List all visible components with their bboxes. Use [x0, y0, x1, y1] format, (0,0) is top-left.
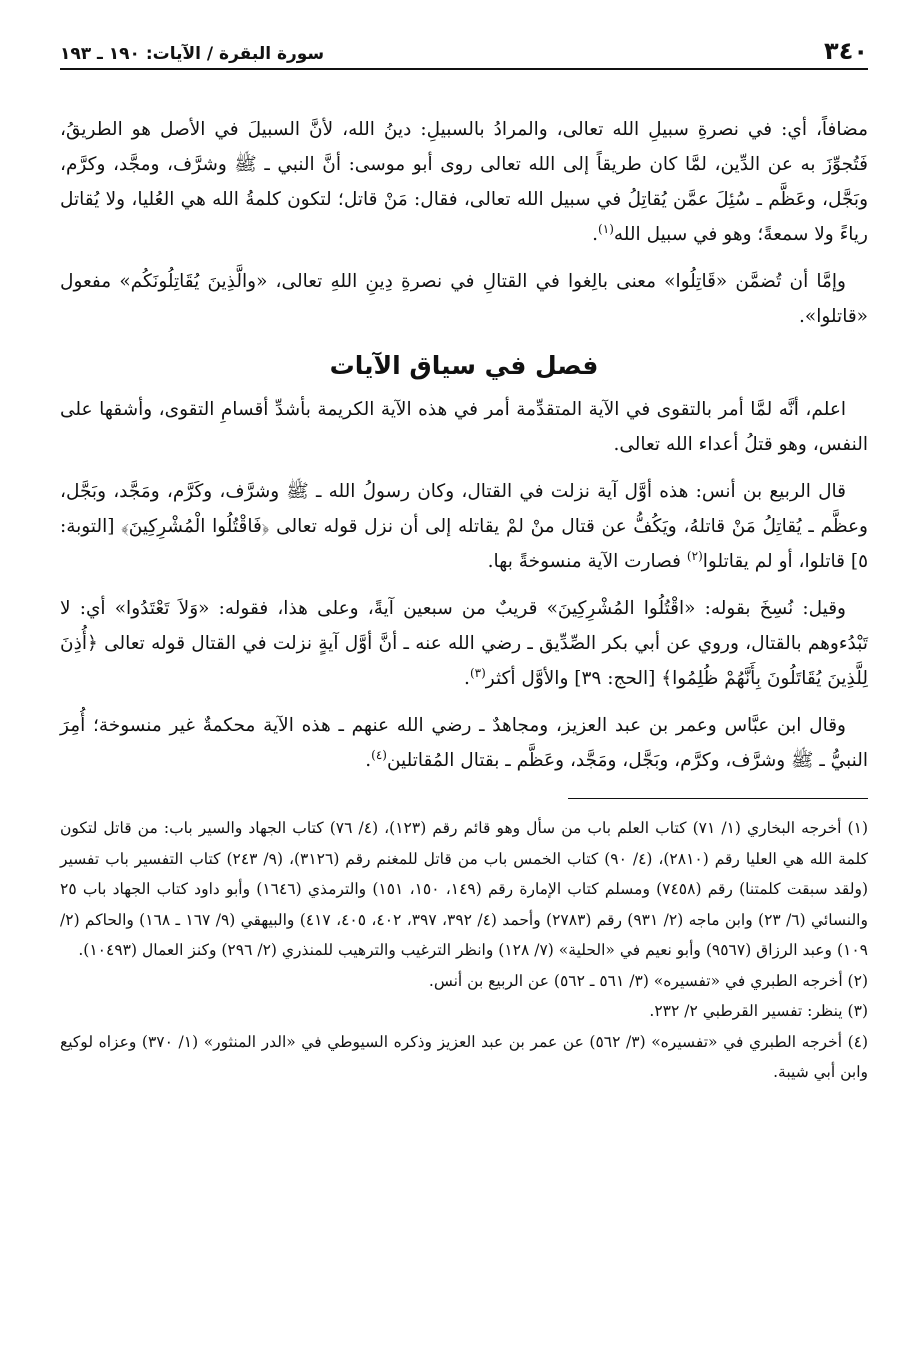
- footnote-ref-4: (٤): [371, 747, 387, 762]
- footnote-1: (١) أخرجه البخاري (١/ ٧١) كتاب العلم باب من سأل وهو قائم رقم (١٢٣)، (٤/ ٧٦) كتاب الجهاد والسير باب: من قاتل لتكون كلمة الله هي العليا رقم (٢٨١٠)، (٤/ ٩٠) كتاب الخمس باب من قاتل للمغنم رقم (٣١٢٦)، (٩/ ٢٤٣) كتاب التفسير باب تفسير (ولقد سبقت كلمتنا) رقم (٧٤٥٨) ومسلم كتاب الإمارة رقم (١٤٩، ١٥٠، ١٥١) والترمذي (١٦٤٦) وأبو داود كتاب الجهاد باب ٢٥ والنسائي (٦/ ٢٣) وابن ماجه (٢/ ٩٣١) رقم (٢٧٨٣) وأحمد (٤/ ٣٩٢، ٣٩٧، ٤٠٢، ٤٠٥، ٤١٧) والبيهقي (٩/ ١٦٧ ـ ١٦٨) والحاكم (٢/ ١٠٩) وعبد الرزاق (٩٥٦٧) وأبو نعيم في «الحلية» (٧/ ١٢٨) وانظر الترغيب والترهيب للمنذري (٢/ ٢٩٦) وكنز العمال (١٠٤٩٣).: [60, 819, 868, 959]
- paragraph-5: [60, 591, 868, 696]
- paragraph-6-end: .: [365, 750, 372, 771]
- paragraph-2: وإمَّا أن تُضمَّن «قَاتِلُوا» معنى بالِغوا في القتالِ في نصرةِ دِينِ اللهِ تعالى، «والَّذِينَ يُقَاتِلُونَكُم» مفعول «قاتلوا».: [60, 271, 868, 327]
- paragraph-1-text: مضافاً، أي: في نصرةِ سبيلِ الله تعالى، والمرادُ بالسبيلِ: دينُ الله، لأنَّ السبيلَ في الأصل هو الطريقُ، فَتُجوِّزَ به عن الدِّين، لمَّا كان طريقاً إلى الله تعالى روى أبو موسى: أنَّ النبي ـ ﷺ وشرَّف، ومجَّد، وكرَّم، وبَجَّل، وعَظَّم ـ سُئِلَ عمَّن يُقاتِلُ في سبيل الله تعالى، فقال: مَنْ قاتل؛ لتكون كلمةُ الله هي العُليا، ولا يُقاتل رياءً ولا سمعةً؛ وهو في سبيل الله: [60, 119, 868, 245]
- paragraph-4: [60, 474, 868, 579]
- paragraph-1-end: .: [592, 224, 599, 245]
- page-number: ٣٤٠: [824, 37, 868, 65]
- paragraph-4-text: قال الربيع بن أنس: هذه أوَّل آية نزلت في القتال، وكان رسولُ الله ـ ﷺ وشرَّف، وكَرَّم، ومَجَّد، وبَجَّل، وعظَّم ـ يُقاتِلُ مَنْ قاتلهُ، ويَكُفُّ عن قتال منْ لمْ يقاتله إلى أن نزل قوله تعالى ﴿فَاقْتُلُوا الْمُشْرِكِينَ﴾ [التوبة: ٥] قاتلوا، أو لم يقاتلوا: [60, 481, 868, 572]
- page-header: [60, 30, 868, 70]
- paragraph-1: [60, 112, 868, 252]
- paragraph-5-text: وقيل: نُسِخَ بقوله: «اقْتُلُوا المُشْرِكِينَ» قريبٌ من سبعين آيةً، وعلى هذا، فقوله: «وَلاَ تَعْتَدُوا» أي: لا تَبْدُءوهم بالقتال، وروي عن أبي بكر الصِّدِّيق ـ رضي الله عنه ـ أنَّ أوَّل آيةٍ نزلت في القتال قوله تعالى ﴿أُذِنَ لِلَّذِينَ يُقَاتَلُونَ بِأَنَّهُمْ ظُلِمُوا﴾ [الحج: ٣٩] والأوَّل أكثر: [60, 598, 868, 689]
- footnote-2: (٢) أخرجه الطبري في «تفسيره» (٣/ ٥٦١ ـ ٥٦٢) عن الربيع بن أنس.: [428, 971, 868, 990]
- footnote-3: (٣) ينظر: تفسير القرطبي ٢/ ٢٣٢.: [649, 1002, 868, 1020]
- footnote-4: (٤) أخرجه الطبري في «تفسيره» (٣/ ٥٦٢) عن عمر بن عبد العزيز وذكره السيوطي في «الدر المنثور» (١/ ٣٧٠) وعزاه لوكيع وابن أبي شيبة.: [60, 1032, 869, 1081]
- section-heading: فصل في سياق الآيات: [329, 351, 599, 380]
- footnote-ref-2: (٢): [686, 548, 703, 563]
- paragraph-6-text: وقال ابن عبَّاس وعمر بن عبد العزيز، ومجاهدٌ ـ رضي الله عنهم ـ هذه الآية محكمةٌ غير منسوخة؛ أُمِرَ النبيُّ ـ ﷺ وشرَّف، وكرَّم، وبَجَّل، ومَجَّد، وعَظَّم ـ بقتال المُقاتلين: [60, 715, 868, 771]
- paragraph-4-end: فصارت الآية منسوخةً بها.: [487, 551, 687, 572]
- footnote-ref-3: (٣): [469, 665, 486, 680]
- paragraph-5-end: .: [464, 668, 470, 689]
- footnotes: [60, 813, 868, 1088]
- running-title: سورة البقرة / الآيات: ١٩٠ ـ ١٩٣: [60, 44, 325, 64]
- footnote-ref-1: (١): [598, 221, 614, 236]
- footnote-divider: [568, 798, 868, 799]
- book-page: [60, 30, 868, 1088]
- paragraph-3: اعلم، أنَّه لمَّا أمر بالتقوى في الآية المتقدِّمة أمر في هذه الآية الكريمة بأشدِّ أقسامِ التقوى، وأشقها على النفس، وهو قتلُ أعداء الله تعالى.: [60, 399, 868, 455]
- main-text: [60, 112, 868, 778]
- paragraph-6: [60, 708, 868, 778]
